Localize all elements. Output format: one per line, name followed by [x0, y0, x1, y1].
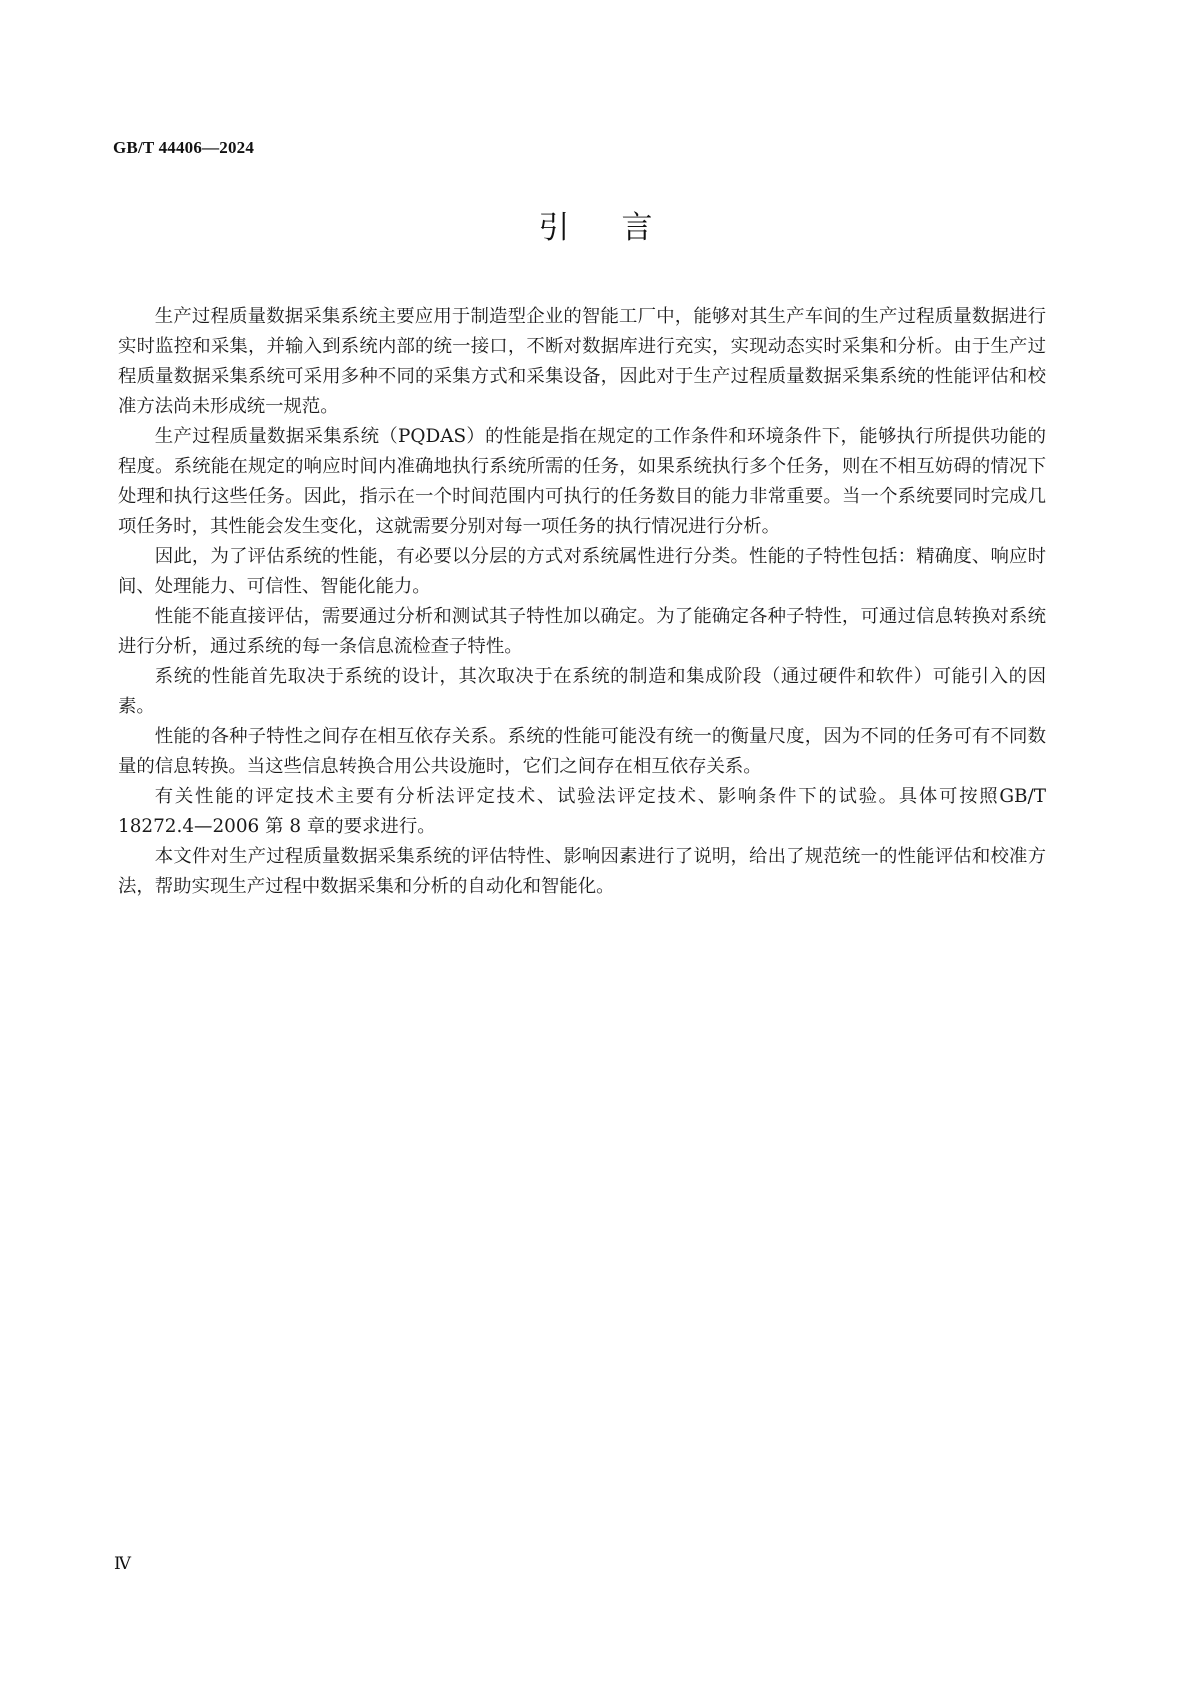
paragraph-7: 有关性能的评定技术主要有分析法评定技术、试验法评定技术、影响条件下的试验。具体可按照GB/T 18272.4—2006 第 8 章的要求进行。 — [118, 786, 1046, 837]
section-title: 引言 — [538, 210, 705, 246]
paragraph-1: 生产过程质量数据采集系统主要应用于制造型企业的智能工厂中，能够对其生产车间的生产过程质量数据进行实时监控和采集，并输入到系统内部的统一接口，不断对数据库进行充实，实现动态实时采集和分析。由于生产过程质量数据采集系统可采用多种不同的采集方式和采集设备，因此对于生产过程质量数据采集系统的性能评估和校准方法尚未形成统一规范。 — [118, 306, 1046, 417]
paragraph-6: 性能的各种子特性之间存在相互依存关系。系统的性能可能没有统一的衡量尺度，因为不同的任务可有不同数量的信息转换。当这些信息转换合用公共设施时，它们之间存在相互依存关系。 — [118, 726, 1046, 777]
standard-code: GB/T 44406—2024 — [113, 138, 255, 157]
paragraph-5: 系统的性能首先取决于系统的设计，其次取决于在系统的制造和集成阶段（通过硬件和软件）可能引入的因素。 — [118, 666, 1046, 717]
page-number: Ⅳ — [114, 1554, 131, 1573]
paragraph-2: 生产过程质量数据采集系统（PQDAS）的性能是指在规定的工作条件和环境条件下，能够执行所提供功能的程度。系统能在规定的响应时间内准确地执行系统所需的任务，如果系统执行多个任务，则在不相互妨碍的情况下处理和执行这些任务。因此，指示在一个时间范围内可执行的任务数目的能力非常重要。当一个系统要同时完成几项任务时，其性能会发生变化，这就需要分别对每一项任务的执行情况进行分析。 — [118, 426, 1046, 537]
paragraph-8: 本文件对生产过程质量数据采集系统的评估特性、影响因素进行了说明，给出了规范统一的性能评估和校准方法，帮助实现生产过程中数据采集和分析的自动化和智能化。 — [118, 846, 1046, 897]
paragraph-4: 性能不能直接评估，需要通过分析和测试其子特性加以确定。为了能确定各种子特性，可通过信息转换对系统进行分析，通过系统的每一条信息流检查子特性。 — [118, 606, 1046, 657]
body-text — [118, 302, 1046, 902]
paragraph-3: 因此，为了评估系统的性能，有必要以分层的方式对系统属性进行分类。性能的子特性包括：精确度、响应时间、处理能力、可信性、智能化能力。 — [118, 546, 1046, 597]
